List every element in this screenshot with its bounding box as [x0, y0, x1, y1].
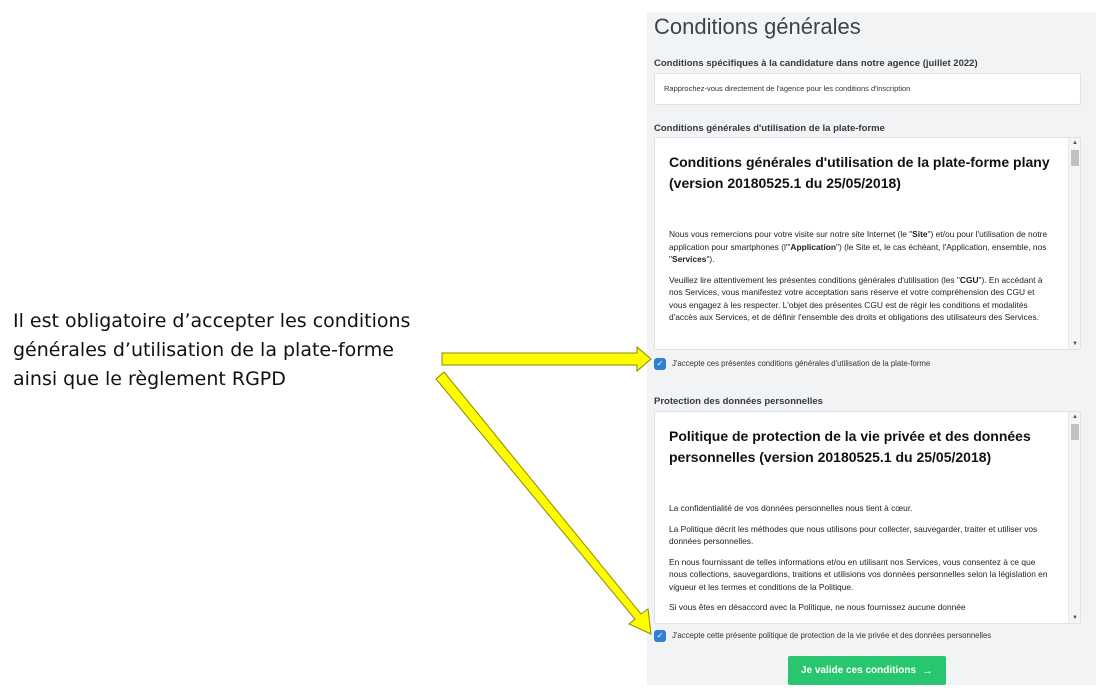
- annotation-line-2: générales d’utilisation de la plate-forme: [13, 339, 394, 361]
- privacy-section-label: Protection des données personnelles: [654, 396, 823, 407]
- cgu-accept-checkbox[interactable]: ✓: [654, 358, 666, 370]
- validate-button-label: Je valide ces conditions: [800, 665, 917, 676]
- scroll-up-icon[interactable]: ▲: [1072, 414, 1078, 420]
- scroll-thumb[interactable]: [1071, 150, 1079, 166]
- privacy-paragraph-1: La confidentialité de vos données personnelles nous tient à cœur.: [669, 503, 913, 513]
- cgu-accept-label[interactable]: J'accepte ces présentes conditions générales d'utilisation de la plate-forme: [672, 359, 931, 368]
- specific-conditions-label: Conditions spécifiques à la candidature dans notre agence (juillet 2022): [654, 58, 978, 69]
- arrow-to-privacy-checkbox: [436, 372, 651, 634]
- cgu-scrollbar[interactable]: [1068, 138, 1080, 349]
- privacy-paragraph-3: En nous fournissant de telles informations et/ou en utilisant nos Services, vous consentez à ce que nous collections, sauvegardions, traitions et utilisions vos données personnelles selon la législation en vigueur et les termes et conditions de la Politique.: [669, 556, 1048, 592]
- annotation-text: [13, 307, 443, 394]
- arrow-right-icon: →: [922, 664, 934, 677]
- privacy-title: Politique de protection de la vie privée et des données personnelles (version 20180525.1 du 25/05/2018): [669, 428, 1031, 465]
- cgu-paragraph-2: Veuillez lire attentivement les présentes conditions générales d'utilisation (les "CGU"). En accédant à nos Services, vous manifestez votre acceptation sans réserve et votre compréhension des CGU et vous engagez à les respecter. L'objet des présentes CGU est de régir les conditions et modalités d'accès aux Services, et de définir l'ensemble des droits et obligations des utilisateurs des Services.: [669, 274, 1043, 322]
- validate-conditions-button[interactable]: [788, 656, 946, 685]
- privacy-paragraph-2: La Politique décrit les méthodes que nous utilisons pour collecter, sauvegarder, traiter et utiliser vos données personnelles.: [669, 523, 1038, 546]
- scroll-thumb[interactable]: [1071, 424, 1079, 440]
- cgu-title: Conditions générales d'utilisation de la plate-forme plany (version 20180525.1 du 25/05/2018): [669, 154, 1050, 191]
- specific-conditions-text: Rapprochez-vous directement de l'agence pour les conditions d'inscription: [664, 84, 911, 93]
- arrow-to-cgu-checkbox: [442, 347, 651, 371]
- privacy-accept-row[interactable]: [654, 629, 991, 642]
- privacy-accept-checkbox[interactable]: ✓: [654, 630, 666, 642]
- page-title: Conditions générales: [654, 14, 861, 39]
- privacy-paragraph-4: Si vous êtes en désaccord avec la Politique, ne nous fournissez aucune donnée: [669, 602, 966, 612]
- cgu-paragraph-1: Nous vous remercions pour votre visite sur notre site Internet (le "Site") et/ou pour l'utilisation de notre application pour smartphones (l'"Application") (le Site et, le cas échéant, l'Application, ensemble, nos "Services").: [669, 229, 1048, 264]
- scroll-down-icon[interactable]: ▼: [1072, 615, 1078, 621]
- cgu-content: [669, 152, 1053, 332]
- cgu-section-label: Conditions générales d'utilisation de la plate-forme: [654, 123, 885, 134]
- annotation-line-1: Il est obligatoire d’accepter les conditions: [13, 310, 411, 332]
- scroll-up-icon[interactable]: ▲: [1072, 140, 1078, 146]
- cgu-accept-row[interactable]: [654, 357, 930, 370]
- scroll-down-icon[interactable]: ▼: [1072, 341, 1078, 347]
- privacy-content: [669, 426, 1053, 622]
- privacy-scrollbar[interactable]: [1068, 412, 1080, 623]
- specific-conditions-box: [654, 73, 1081, 105]
- cgu-document[interactable]: [654, 137, 1081, 350]
- privacy-document[interactable]: [654, 411, 1081, 624]
- conditions-panel: [647, 12, 1096, 685]
- annotation-line-3: ainsi que le règlement RGPD: [13, 368, 286, 390]
- privacy-accept-label[interactable]: J'accepte cette présente politique de protection de la vie privée et des données personnelles: [672, 631, 992, 640]
